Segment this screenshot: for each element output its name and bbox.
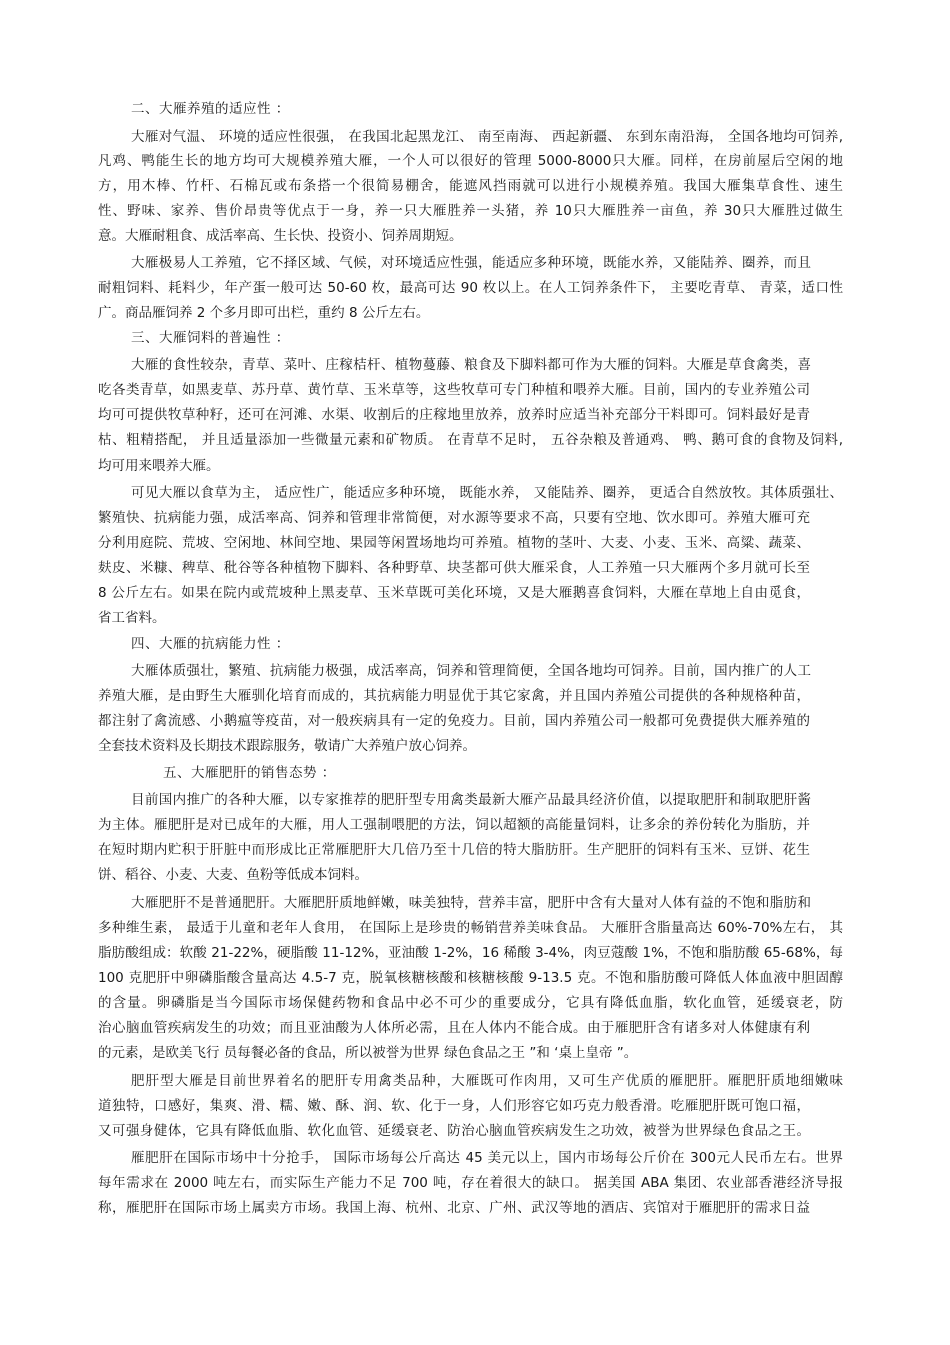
text-line: 大雁的食性较杂，青草、菜叶、庄稼桔杆、植物蔓藤、粮食及下脚料都可作为大雁的饲料。大雁是草食禽类，喜 — [131, 357, 811, 373]
text-line: 凡鸡、鸭能生长的地方均可大规模养殖大雁，一个人可以很好的管理 5000-8000只大雁。同样，在房前屋后空闲的地 — [98, 153, 843, 169]
text-line: 大雁肥肝不是普通肥肝。大雁肥肝质地鲜嫩，味美独特，营养丰富，肥肝中含有大量对人体有益的不饱和脂肪和 — [131, 895, 811, 911]
text-line: 养殖大雁，是由野生大雁驯化培育而成的，其抗病能力明显优于其它家禽，并且国内养殖公司提供的各种规格种苗， — [98, 688, 810, 704]
section-heading: 二、大雁养殖的适应性 ： — [131, 101, 290, 117]
text-line: 为主体。雁肥肝是对已成年的大雁，用人工强制喂肥的方法，饲以超额的高能量饲料，让多余的养份转化为脂肪，并 — [98, 817, 810, 833]
text-line: 饼、稻谷、小麦、大麦、鱼粉等低成本饲料。 — [98, 867, 368, 883]
text-line: 吃各类青草，如黑麦草、苏丹草、黄竹草、玉米草等，这些牧草可专门种植和喂养大雁。目前，国内的专业养殖公司 — [98, 382, 810, 398]
text-line: 称，雁肥肝在国际市场上属卖方市场。我国上海、杭州、北京、广州、武汉等地的酒店、宾馆对于雁肥肝的需求日益 — [98, 1200, 810, 1216]
section-heading: 三、大雁饲料的普遍性 ： — [131, 330, 290, 346]
text-line: 道独特，口感好，集爽、滑、糯、嫩、酥、润、软、化于一身，人们形容它如巧克力般香滑。吃雁肥肝既可饱口福， — [98, 1098, 810, 1114]
text-line: 100 克肥肝中卵磷脂酸含量高达 4.5-7 克，脱氧核糖核酸和核糖核酸 9-13.5 克。不饱和脂肪酸可降低人体血液中胆固醇 — [98, 970, 843, 986]
text-line: 大雁体质强壮，繁殖、抗病能力极强，成活率高，饲养和管理简便，全国各地均可饲养。目前，国内推广的人工 — [131, 663, 811, 679]
text-line: 省工省料。 — [98, 610, 166, 626]
text-line: 脂肪酸组成：软酸 21-22%，硬脂酸 11-12%，亚油酸 1-2%，16 稀酸 3-4%，肉豆蔻酸 1%，不饱和脂肪酸 65-68%，每 — [98, 945, 843, 961]
text-line: 肥肝型大雁是目前世界着名的肥肝专用禽类品种，大雁既可作肉用，又可生产优质的雁肥肝。雁肥肝质地细嫩味 — [131, 1073, 843, 1089]
text-line: 麸皮、米糠、稗草、秕谷等各种植物下脚料、各种野草、块茎都可供大雁采食，人工养殖一只大雁两个多月就可长至 — [98, 560, 810, 576]
text-line: 8 公斤左右。如果在院内或荒坡种上黑麦草、玉米草既可美化环境，又是大雁鹅喜食饲料，大雁在草地上自由觅食， — [98, 585, 810, 601]
text-line: 治心脑血管疾病发生的功效；而且亚油酸为人体所必需，且在人体内不能合成。由于雁肥肝含有诸多对人体健康有利 — [98, 1020, 810, 1036]
text-line: 的含量。卵磷脂是当今国际市场保健药物和食品中必不可少的重要成分，它具有降低血脂，软化血管，延缓衰老，防 — [98, 995, 843, 1011]
text-line: 意。大雁耐粗食、成活率高、生长快、投资小、饲养周期短。 — [98, 228, 463, 244]
text-line: 全套技术资料及长期技术跟踪服务，敬请广大养殖户放心饲养。 — [98, 738, 476, 754]
text-line: 分利用庭院、荒坡、空闲地、林间空地、果园等闲置场地均可养殖。植物的茎叶、大麦、小麦、玉米、高粱、蔬菜、 — [98, 535, 810, 551]
text-line: 的元素，是欧美飞行 员每餐必备的食品，所以被誉为世界 绿色食品之王 ”和 ‘桌上皇帝 ”。 — [98, 1045, 638, 1061]
text-line: 枯、粗精搭配， 并且适量添加一些微量元素和矿物质。 在青草不足时， 五谷杂粮及普通鸡、 鸭、鹅可食的食物及饲料, — [98, 432, 843, 448]
text-line: 雁肥肝在国际市场中十分抢手， 国际市场每公斤高达 45 美元以上，国内市场每公斤价在 300元人民币左右。世界 — [131, 1150, 843, 1166]
text-line: 多种维生素， 最适于儿童和老年人食用， 在国际上是珍贵的畅销营养美味食品。 大雁肝含脂量高达 60%-70%左右， 其 — [98, 920, 843, 936]
text-line: 在短时期内贮积于肝脏中而形成比正常雁肥肝大几倍乃至十几倍的特大脂肪肝。生产肥肝的饲料有玉米、豆饼、花生 — [98, 842, 810, 858]
text-line: 每年需求在 2000 吨左右，而实际生产能力不足 700 吨，存在着很大的缺口。 据美国 ABA 集团、农业部香港经济导报 — [98, 1175, 843, 1191]
text-line: 繁殖快、抗病能力强，成活率高、饲养和管理非常简便，对水源等要求不高，只要有空地、饮水即可。养殖大雁可充 — [98, 510, 810, 526]
text-line: 可见大雁以食草为主， 适应性广，能适应多种环境， 既能水养， 又能陆养、圈养， 更适合自然放牧。其体质强壮、 — [131, 485, 843, 501]
text-line: 广。商品雁饲养 2 个多月即可出栏，重约 8 公斤左右。 — [98, 305, 430, 321]
text-line: 性、野味、家养、售价昂贵等优点于一身，养一只大雁胜养一头猪，养 10只大雁胜养一亩鱼，养 30只大雁胜过做生 — [98, 203, 843, 219]
text-line: 耐粗饲料、耗料少，年产蛋一般可达 50-60 枚，最高可达 90 枚以上。在人工饲养条件下， 主要吃青草、 青菜，适口性 — [98, 280, 843, 296]
section-heading: 五、大雁肥肝的销售态势 ： — [163, 765, 336, 781]
text-line: 方，用木棒、竹杆、石棉瓦或布条搭一个很简易棚舍，能遮风挡雨就可以进行小规模养殖。我国大雁集草食性、速生 — [98, 178, 843, 194]
text-line: 均可用来喂养大雁。 — [98, 458, 220, 474]
text-line: 目前国内推广的各种大雁，以专家推荐的肥肝型专用禽类最新大雁产品最具经济价值，以提取肥肝和制取肥肝酱 — [131, 792, 811, 808]
text-line: 大雁极易人工养殖，它不择区域、气候，对环境适应性强，能适应多种环境，既能水养，又能陆养、圈养，而且 — [131, 255, 811, 271]
text-line: 均可可提供牧草种籽，还可在河滩、水渠、收割后的庄稼地里放养，放养时应适当补充部分干料即可。饲料最好是青 — [98, 407, 810, 423]
section-heading: 四、大雁的抗病能力性 ： — [131, 636, 290, 652]
text-line: 都注射了禽流感、小鹅瘟等疫苗，对一般疾病具有一定的免疫力。目前，国内养殖公司一般都可免费提供大雁养殖的 — [98, 713, 810, 729]
text-line: 大雁对气温、 环境的适应性很强， 在我国北起黑龙江、 南至南海、 西起新疆、 东到东南沿海， 全国各地均可饲养, — [131, 129, 843, 145]
text-line: 又可强身健体，它具有降低血脂、软化血管、延缓衰老、防治心脑血管疾病发生之功效，被誉为世界绿色食品之王。 — [98, 1123, 810, 1139]
